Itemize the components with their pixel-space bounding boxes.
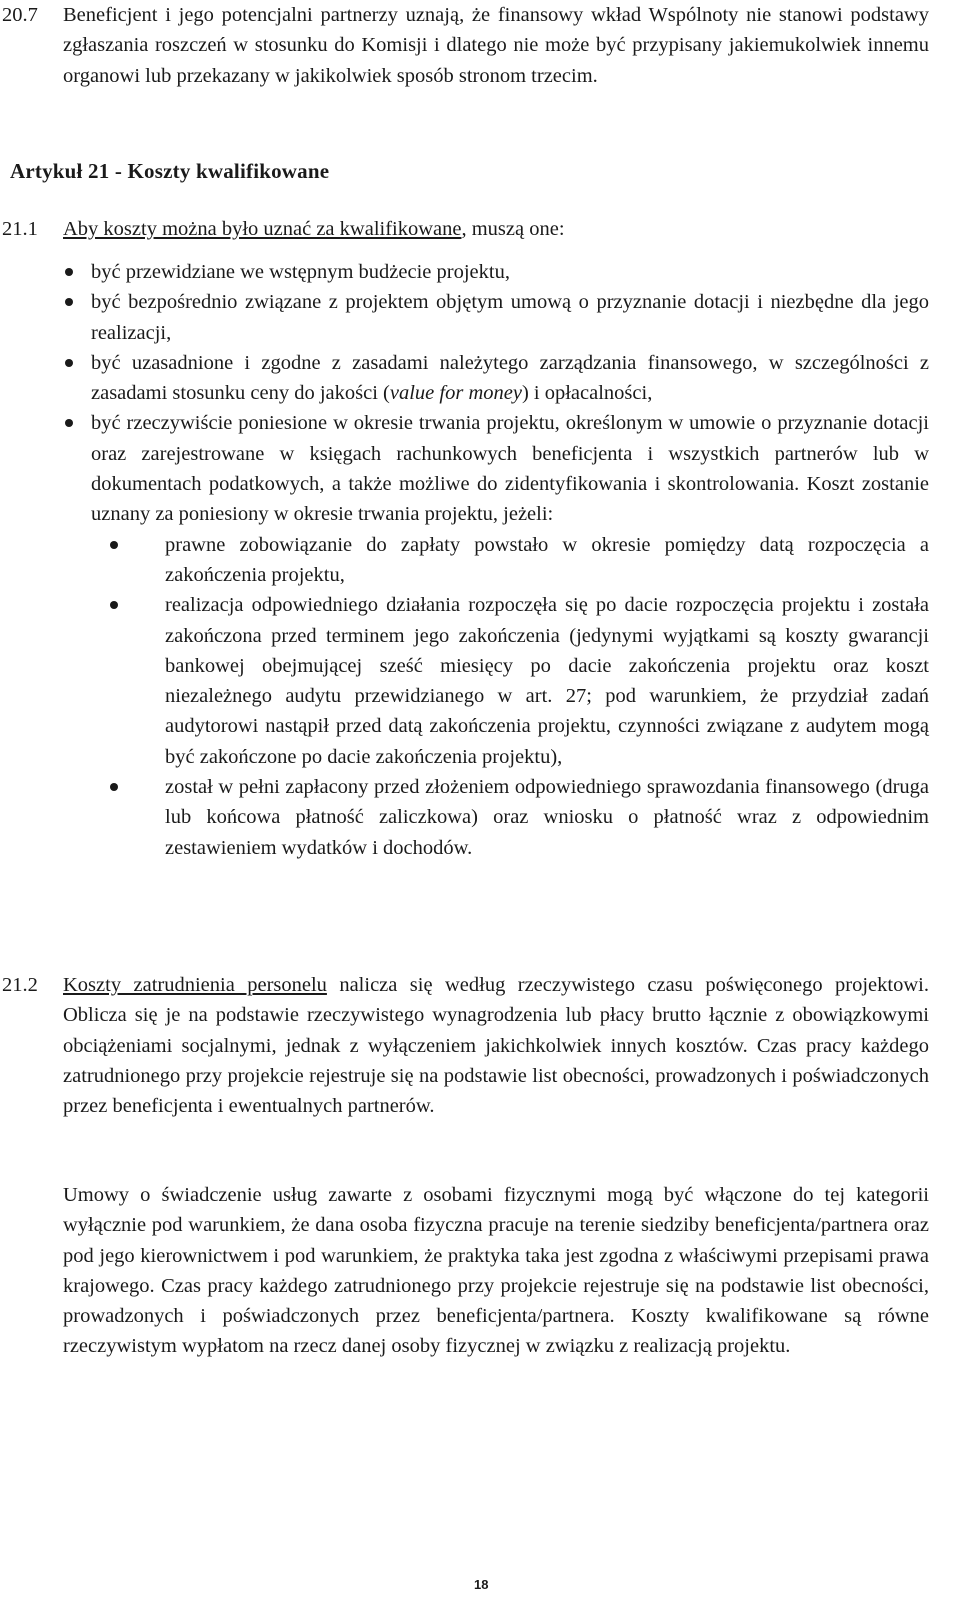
list-item bbox=[63, 348, 929, 409]
sub-list-item-text: realizacja odpowiedniego działania rozpoczęła się po dacie rozpoczęcia projektu i została zakończona przed terminem jego zakończenia (jedynymi wyjątkami są koszty gwarancji bankowej obejmującej sześć miesięcy po dacie zakończenia projektu oraz koszt niezależnego audytu przewidzianego w art. 27; pod warunkiem, że przydział zadań audytorowi nastąpił przed datą zakończenia projektu, czynności związane z audytem mogą być zakończone po dacie zakończenia projektu), bbox=[165, 594, 929, 768]
list-item-text: ) i opłacalności, bbox=[521, 382, 653, 405]
section-number-21-2: 21.2 bbox=[2, 974, 38, 996]
section-21-2-lead-underlined: Koszty zatrudnienia personelu bbox=[63, 974, 327, 996]
list-item-text: być przewidziane we wstępnym budżecie projektu, bbox=[91, 261, 510, 283]
section-number-20-7: 20.7 bbox=[2, 4, 38, 26]
list-item-text: być bezpośrednio związane z projektem objętym umową o przyznanie dotacji i niezbędne dla jego realizacji, bbox=[91, 291, 929, 344]
list-item bbox=[63, 287, 929, 348]
bullet-icon bbox=[110, 601, 118, 609]
bullet-icon bbox=[65, 268, 73, 276]
section-20-7-text: Beneficjent i jego potencjalni partnerzy uznają, że finansowy wkład Wspólnoty nie stanowi podstawy zgłaszania roszczeń w stosunku do Komisji i dlatego nie może być przypisany jakiemukolwiek innemu organowi lub przekazany w jakikolwiek sposób stronom trzecim. bbox=[63, 4, 929, 87]
list-item-text: być rzeczywiście poniesione w okresie trwania projektu, określonym w umowie o przyznanie dotacji oraz zarejestrowane w księgach rachunkowych beneficjenta i wszystkich partnerów lub w dokumentach podatkowych, a także możliwe do zidentyfikowania i skontrolowania. Koszt zostanie uznany za poniesiony w okresie trwania projektu, jeżeli: bbox=[91, 412, 929, 526]
sub-list-item bbox=[137, 590, 929, 772]
conditions-sublist bbox=[137, 530, 929, 863]
page-number: 18 bbox=[474, 1577, 489, 1592]
sub-list-item-text: został w pełni zapłacony przed złożeniem odpowiedniego sprawozdania finansowego (druga lub końcowa płatność zaliczkowa) oraz wniosku o płatność wraz z odpowiednim zestawieniem wydatków i dochodów. bbox=[165, 776, 929, 859]
list-item bbox=[63, 257, 929, 287]
bullet-icon bbox=[65, 359, 73, 367]
sub-list-item bbox=[137, 772, 929, 863]
section-21-1-lead bbox=[63, 214, 929, 244]
bullet-icon bbox=[110, 783, 118, 791]
requirements-list bbox=[63, 257, 929, 863]
section-number-21-1: 21.1 bbox=[2, 218, 38, 240]
list-item-italic-term: value for money bbox=[389, 382, 522, 405]
section-21-2-text bbox=[63, 970, 929, 1121]
section-21-1-lead-rest: , muszą one: bbox=[461, 218, 565, 240]
list-item bbox=[63, 408, 929, 862]
sub-list-item bbox=[137, 530, 929, 591]
section-21-2-paragraph-2: Umowy o świadczenie usług zawarte z osobami fizycznymi mogą być włączone do tej kategorii wyłącznie pod warunkiem, że dana osoba fizyczna pracuje na terenie siedziby beneficjenta/partnera oraz pod jego kierownictwem i pod warunkiem, że praktyka taka jest zgodna z właściwymi przepisami prawa krajowego. Czas pracy każdego zatrudnionego przy projekcie rejestruje się na podstawie list obecności, prowadzonych i poświadczonych przez beneficjenta/partnera. Koszty kwalifikowane są równe rzeczywistym wypłatom na rzecz danej osoby fizycznej w związku z realizacją projektu. bbox=[63, 1184, 929, 1358]
list-item-text: być uzasadnione i zgodne z zasadami należytego zarządzania finansowego, w szczególności z zasadami stosunku ceny do jakości ( bbox=[91, 351, 929, 405]
section-21-2-body: nalicza się według rzeczywistego czasu poświęconego projektowi. Oblicza się je na podstawie rzeczywistego wynagrodzenia lub płacy brutto łącznie z obowiązkowymi obciążeniami socjalnymi, jednak z wyłączeniem jakichkolwiek innych kosztów. Czas pracy każdego zatrudnionego przy projekcie rejestruje się na podstawie list obecności, prowadzonych i poświadczonych przez beneficjenta i ewentualnych partnerów. bbox=[63, 974, 929, 1118]
sub-list-item-text: prawne zobowiązanie do zapłaty powstało w okresie pomiędzy datą rozpoczęcia a zakończenia projektu, bbox=[165, 533, 929, 586]
section-21-1-lead-underlined: Aby koszty można było uznać za kwalifikowane bbox=[63, 218, 462, 240]
article-heading: Artykuł 21 - Koszty kwalifikowane bbox=[10, 159, 330, 183]
bullet-icon bbox=[65, 419, 73, 427]
bullet-icon bbox=[110, 541, 118, 549]
bullet-icon bbox=[65, 298, 73, 306]
